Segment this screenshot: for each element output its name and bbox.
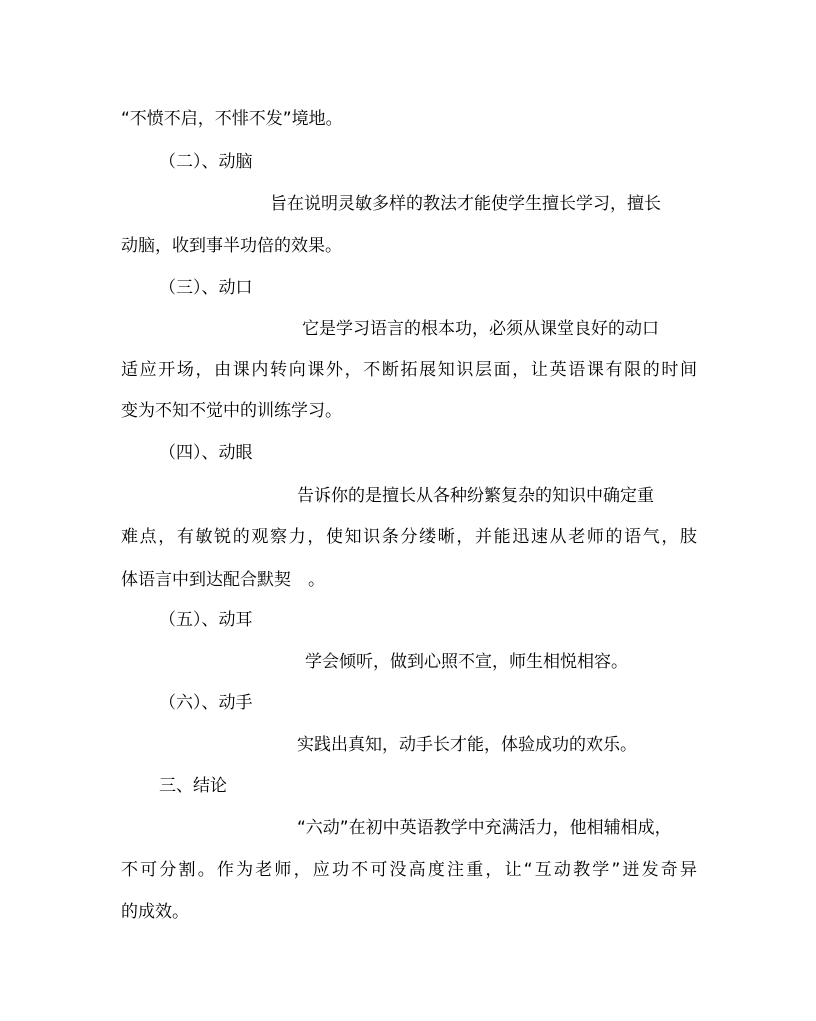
- heading-section-5: （五）、动耳: [159, 610, 253, 630]
- text-line-16: 实践出真知，动手长才能，体验成功的欢乐。: [297, 735, 637, 755]
- heading-section-2: （二）、动脑: [159, 152, 253, 172]
- text-line-20: 的成效。: [121, 902, 189, 922]
- text-line-18: “六动”在初中英语教学中充满活力，他相辅相成，: [297, 818, 672, 838]
- heading-conclusion: 三、结论: [159, 776, 227, 796]
- text-line-19: 不可分割。作为老师，应功不可没高度注重，让“互动教学”迸发奇异: [121, 860, 697, 880]
- heading-section-6: （六）、动手: [159, 693, 253, 713]
- heading-section-3: （三）、动口: [159, 278, 253, 298]
- text-line-12: 体语言中到达配合默契 。: [121, 570, 325, 590]
- text-line-11: 难点，有敏锐的观察力，使知识条分缕晰，并能迅速从老师的语气，肢: [121, 527, 697, 547]
- text-line-10: 告诉你的是擅长从各种纷繁复杂的知识中确定重: [297, 486, 654, 506]
- text-line-4: 动脑，收到事半功倍的效果。: [121, 236, 342, 256]
- text-line-8: 变为不知不觉中的训练学习。: [121, 401, 342, 421]
- text-line-7: 适应开场，由课内转向课外，不断拓展知识层面，让英语课有限的时间: [121, 360, 697, 380]
- text-line-6: 它是学习语言的根本功，必须从课堂良好的动口: [302, 319, 659, 339]
- text-line-14: 学会倾听，做到心照不宣，师生相悦相容。: [305, 652, 628, 672]
- heading-section-4: （四）、动眼: [159, 443, 253, 463]
- text-line-3: 旨在说明灵敏多样的教法才能使学生擅长学习，擅长: [270, 194, 661, 214]
- text-line-1: “不愤不启，不悱不发”境地。: [121, 109, 343, 129]
